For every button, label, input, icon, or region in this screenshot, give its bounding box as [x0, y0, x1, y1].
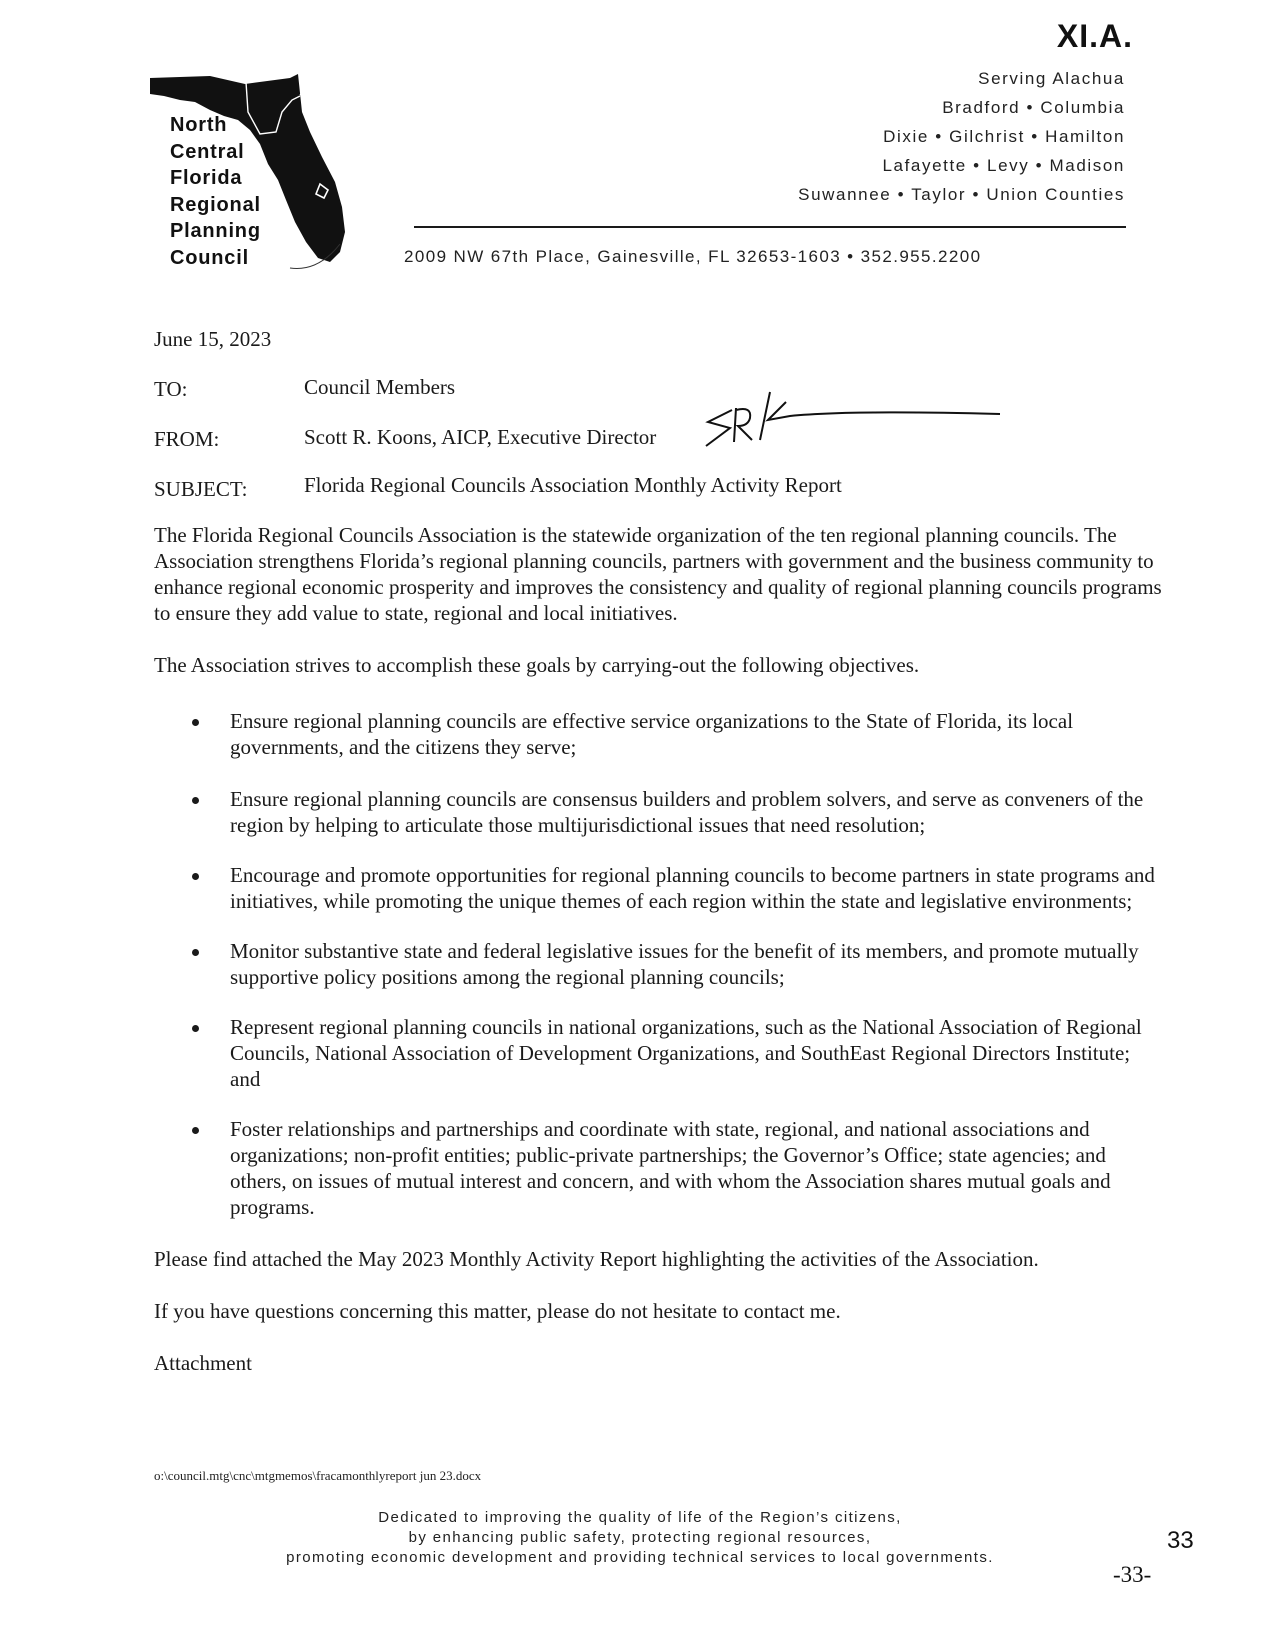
- org-line: Regional: [170, 193, 261, 216]
- attachment-label: Attachment: [154, 1351, 252, 1375]
- page-number: -33-: [1113, 1562, 1152, 1587]
- list-item: [190, 708, 1165, 760]
- bullet-icon: [192, 873, 199, 880]
- footer-line: by enhancing public safety, protecting regional resources,: [408, 1529, 872, 1546]
- org-line: Central: [170, 140, 245, 163]
- to-value: Council Members: [304, 375, 456, 399]
- org-line: North: [170, 114, 228, 136]
- from-label: FROM:: [154, 427, 220, 451]
- objective-text: Encourage and promote opportunities for regional planning councils to become partners in state programs and initiatives, while promoting the unique themes of each region within the state and legislative environments;: [230, 863, 1155, 913]
- from-value: Scott R. Koons, AICP, Executive Director: [304, 425, 657, 449]
- intro-paragraph: The Florida Regional Councils Association is the statewide organization of the ten regional planning councils. The Association strengthens Florida’s regional planning councils, partners with government and the business community to enhance regional economic prosperity and improves the consistency and quality of regional planning councils programs to ensure they add value to state, regional and local initiatives.: [154, 523, 1162, 625]
- attached-note: Please find attached the May 2023 Monthly Activity Report highlighting the activities of the Association.: [154, 1247, 1039, 1271]
- county-line: Lafayette • Levy • Madison: [882, 156, 1125, 175]
- list-item: [190, 786, 1165, 838]
- objective-text: Foster relationships and partnerships and coordinate with state, regional, and national associations and organizations; non-profit entities; public-private partnerships; the Governor’s Office; state agencies; and others, on issues of mutual interest and concern, and with whom the Association shares mutual goals and programs.: [230, 1117, 1111, 1219]
- list-item: [190, 862, 1165, 914]
- signature: [700, 388, 1020, 458]
- list-item: [190, 1014, 1165, 1092]
- org-line: Council: [170, 246, 249, 269]
- county-line: Bradford • Columbia: [942, 98, 1125, 117]
- org-line: Florida: [170, 167, 243, 189]
- footer-line: Dedicated to improving the quality of life of the Region’s citizens,: [378, 1509, 902, 1526]
- objective-text: Ensure regional planning councils are consensus builders and problem solvers, and serve as conveners of the region by helping to articulate those multijurisdictional issues that need resolution;: [230, 787, 1144, 837]
- footer-line: promoting economic development and providing technical services to local governments.: [286, 1549, 994, 1566]
- bullet-icon: [192, 1127, 199, 1134]
- contact-note: If you have questions concerning this matter, please do not hesitate to contact me.: [154, 1299, 841, 1323]
- counties-served: [798, 64, 1125, 209]
- bullet-icon: [192, 1025, 199, 1032]
- footer-mission: [170, 1508, 1110, 1568]
- organization-name: [170, 112, 261, 271]
- objective-text: Ensure regional planning councils are effective service organizations to the State of Florida, its local governments, and the citizens they serve;: [230, 709, 1074, 759]
- bullet-icon: [192, 719, 199, 726]
- list-item: [190, 938, 1165, 990]
- to-label: TO:: [154, 377, 188, 401]
- county-line: Suwannee • Taylor • Union Counties: [798, 185, 1125, 204]
- list-item: [190, 1116, 1165, 1220]
- objectives-intro: The Association strives to accomplish these goals by carrying-out the following objectives.: [154, 653, 920, 677]
- county-line: Dixie • Gilchrist • Hamilton: [883, 127, 1125, 146]
- file-path: o:\council.mtg\cnc\mtgmemos\fracamonthlyreport jun 23.docx: [154, 1468, 482, 1483]
- page-number-stamp: 33: [1167, 1527, 1194, 1554]
- objectives-list: [190, 708, 1165, 1220]
- letterhead-divider: [414, 226, 1126, 228]
- agenda-item-code: XI.A.: [1056, 18, 1133, 54]
- objective-text: Represent regional planning councils in national organizations, such as the National Association of Regional Councils, National Association of Development Organizations, and SouthEast Regional Directors Institute; and: [230, 1015, 1142, 1091]
- subject-label: SUBJECT:: [154, 477, 248, 501]
- county-line: Serving Alachua: [978, 69, 1125, 88]
- bullet-icon: [192, 949, 199, 956]
- subject-value: Florida Regional Councils Association Monthly Activity Report: [304, 473, 842, 497]
- memo-date: June 15, 2023: [154, 327, 272, 351]
- org-line: Planning: [170, 220, 261, 242]
- bullet-icon: [192, 797, 199, 804]
- letterhead-address: 2009 NW 67th Place, Gainesville, FL 32653-1603 • 352.955.2200: [404, 247, 982, 266]
- objective-text: Monitor substantive state and federal legislative issues for the benefit of its members, and promote mutually supportive policy positions among the regional planning councils;: [230, 939, 1139, 989]
